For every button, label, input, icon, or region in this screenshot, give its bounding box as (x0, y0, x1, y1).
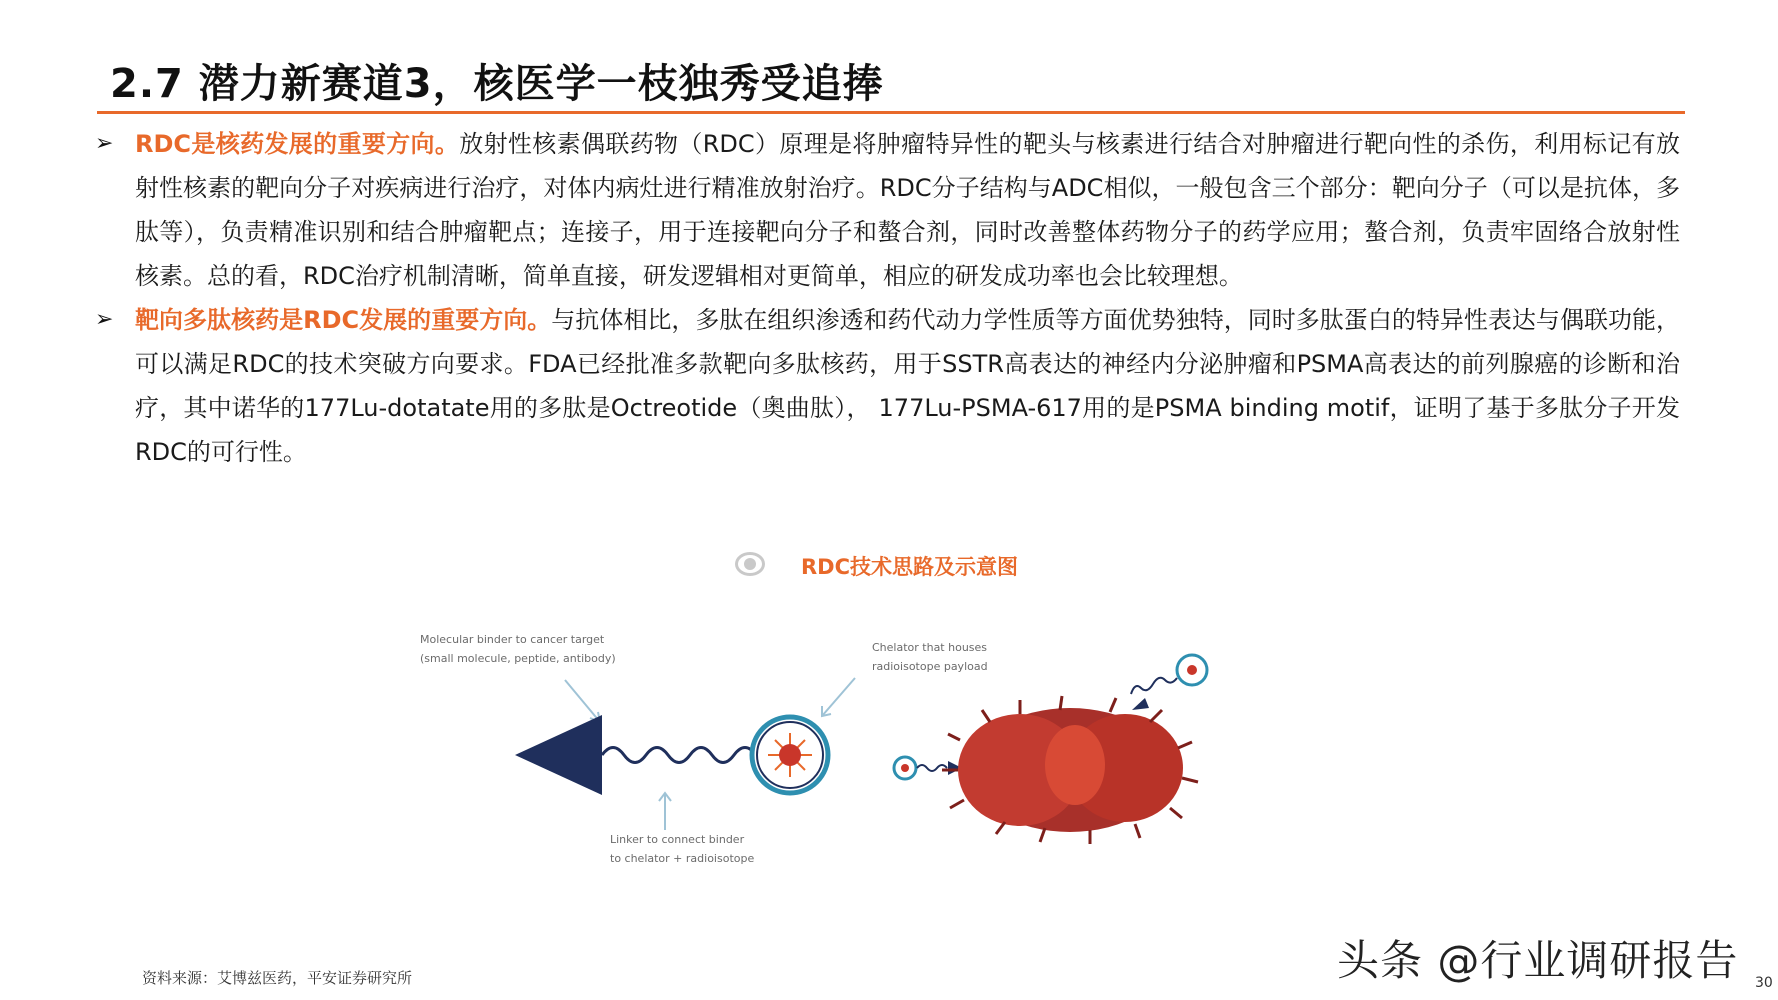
linker-wave (602, 748, 756, 763)
tumor-cell-icon (942, 696, 1198, 844)
binder-pointer-arrow (565, 680, 600, 722)
watermark: 头条 @行业调研报告 (1337, 936, 1739, 985)
chelator-pointer-arrow (822, 678, 855, 716)
bullet-list (95, 122, 1680, 474)
source-note: 资料来源：艾博兹医药，平安证券研究所 (142, 969, 413, 987)
bullet-text: 与抗体相比，多肽在组织渗透和药代动力学性质等方面优势独特，同时多肽蛋白的特异性表达与偶联功能，可以满足RDC的技术突破方向要求。FDA已经批准多款靶向多肽核药，用于SSTR高表达的神经内分泌肿瘤和PSMA高表达的前列腺癌的诊断和治疗，其中诺华的177Lu-dotatate用的多肽是Octreotide（奥曲肽）， 177Lu-PSMA-617用的是PSMA binding motif，证明了基于多肽分子开发RDC的可行性。 (135, 306, 1681, 466)
binder-label-line: Molecular binder to cancer target (420, 633, 605, 646)
bullet-highlight: 靶向多肽核药是RDC发展的重要方向。 (135, 306, 552, 334)
eye-icon (735, 552, 765, 576)
bullet-item (95, 122, 1680, 298)
binder-label-line: (small molecule, peptide, antibody) (420, 652, 616, 665)
figure-caption-text: RDC技术思路及示意图 (801, 555, 1019, 579)
linker-label-line: Linker to connect binder (610, 833, 745, 846)
chelator-label-line: radioisotope payload (872, 660, 988, 673)
bullet-highlight: RDC是核药发展的重要方向。 (135, 130, 460, 158)
bullet-arrow-icon: ➢ (95, 131, 114, 156)
page-number: 30 (1755, 975, 1773, 991)
page-title: 2.7 潜力新赛道3，核医学一枝独秀受追捧 (110, 61, 884, 107)
figure-caption (735, 548, 1075, 588)
radioisotope-icon (779, 744, 801, 766)
bullet-item (95, 298, 1680, 474)
binder-triangle-icon (515, 715, 602, 795)
bullet-arrow-icon: ➢ (95, 307, 114, 332)
bullet-text: 放射性核素偶联药物（RDC）原理是将肿瘤特异性的靶头与核素进行结合对肿瘤进行靶向性的杀伤，利用标记有放射性核素的靶向分子对疾病进行治疗，对体内病灶进行精准放射治疗。RDC分子结构与ADC相似，一般包含三个部分：靶向分子（可以是抗体，多肽等），负责精准识别和结合肿瘤靶点；连接子，用于连接靶向分子和螯合剂，同时改善整体药物分子的药学应用；螯合剂，负责牢固络合放射性核素。总的看，RDC治疗机制清晰，简单直接，研发逻辑相对更简单，相应的研发成功率也会比较理想。 (135, 130, 1680, 290)
rdc-diagram (420, 630, 1360, 890)
linker-label-line: to chelator + radioisotope (610, 852, 755, 865)
chelator-label-line: Chelator that houses (872, 641, 988, 654)
diagram-graphics (420, 630, 1360, 890)
title-underline (97, 111, 1685, 114)
